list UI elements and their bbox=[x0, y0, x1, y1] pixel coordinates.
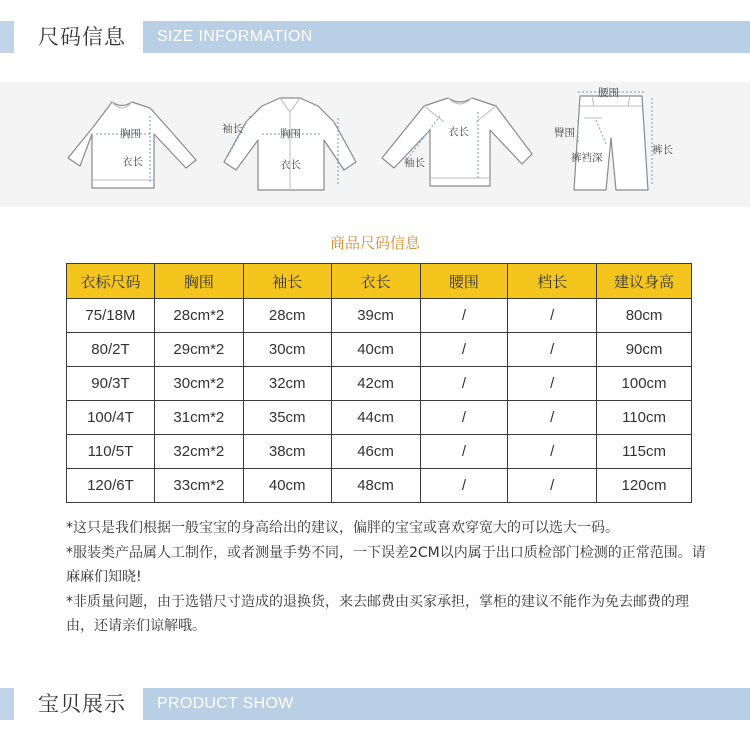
cell-chest: 32cm*2 bbox=[154, 435, 243, 469]
cell-length: 44cm bbox=[331, 401, 420, 435]
cell-sleeve: 35cm bbox=[243, 401, 331, 435]
label-length-2: 衣长 bbox=[280, 159, 301, 171]
cell-chest: 29cm*2 bbox=[154, 333, 243, 367]
cell-height: 90cm bbox=[597, 333, 692, 367]
table-row bbox=[67, 367, 692, 401]
cell-length: 46cm bbox=[331, 435, 420, 469]
cell-crotch: / bbox=[508, 367, 597, 401]
table-row bbox=[67, 401, 692, 435]
cell-sleeve: 38cm bbox=[243, 435, 331, 469]
raglan-diagram-icon bbox=[382, 98, 532, 186]
cell-tag-size: 100/4T bbox=[67, 401, 155, 435]
size-table-title: 商品尺码信息 bbox=[329, 234, 420, 252]
cell-waist: / bbox=[420, 367, 508, 401]
cell-height: 120cm bbox=[597, 469, 692, 503]
cell-tag-size: 110/5T bbox=[67, 435, 155, 469]
header-sleeve: 袖长 bbox=[243, 264, 331, 299]
pants-diagram-icon bbox=[574, 96, 648, 190]
header-length: 衣长 bbox=[331, 264, 420, 299]
cell-crotch: / bbox=[508, 333, 597, 367]
cell-tag-size: 90/3T bbox=[67, 367, 155, 401]
cell-waist: / bbox=[420, 333, 508, 367]
cell-sleeve: 30cm bbox=[243, 333, 331, 367]
table-row bbox=[67, 299, 692, 333]
table-row bbox=[67, 333, 692, 367]
cell-length: 48cm bbox=[331, 469, 420, 503]
cell-height: 110cm bbox=[597, 401, 692, 435]
size-information-title-en: SIZE INFORMATION bbox=[157, 28, 313, 45]
label-length-3: 衣长 bbox=[448, 126, 469, 138]
label-waist: 腰围 bbox=[598, 87, 619, 99]
product-show-title-en: PRODUCT SHOW bbox=[157, 695, 294, 712]
garment-diagrams bbox=[0, 82, 750, 207]
product-show-header bbox=[0, 688, 750, 720]
label-chest-2: 胸围 bbox=[280, 128, 301, 140]
cell-chest: 31cm*2 bbox=[154, 401, 243, 435]
table-row bbox=[67, 469, 692, 503]
size-information-header bbox=[0, 21, 750, 53]
header-accent-left bbox=[0, 688, 14, 720]
cell-height: 115cm bbox=[597, 435, 692, 469]
cell-crotch: / bbox=[508, 401, 597, 435]
cell-chest: 28cm*2 bbox=[154, 299, 243, 333]
note-return-policy: *非质量问题，由于选错尺寸造成的退换货，来去邮费由买家承担，掌柜的建议不能作为免去邮费的理由，还请亲们谅解哦。 bbox=[66, 593, 689, 634]
cell-height: 100cm bbox=[597, 367, 692, 401]
measurement-illustration bbox=[0, 82, 750, 207]
cell-sleeve: 40cm bbox=[243, 469, 331, 503]
note-sizing-advice: *这只是我们根据一般宝宝的身高给出的建议，偏胖的宝宝或喜欢穿宽大的可以选大一码。 bbox=[66, 520, 619, 536]
cell-tag-size: 75/18M bbox=[67, 299, 155, 333]
label-sleeve-2: 袖长 bbox=[222, 123, 243, 135]
cell-sleeve: 32cm bbox=[243, 367, 331, 401]
cell-sleeve: 28cm bbox=[243, 299, 331, 333]
size-information-title-cn: 尺码信息 bbox=[38, 25, 126, 49]
size-table bbox=[66, 263, 692, 503]
label-crotch: 裤裆深 bbox=[571, 152, 603, 164]
cell-waist: / bbox=[420, 469, 508, 503]
cell-waist: / bbox=[420, 435, 508, 469]
size-notes bbox=[66, 516, 716, 639]
header-height: 建议身高 bbox=[597, 264, 692, 299]
cell-length: 40cm bbox=[331, 333, 420, 367]
cell-length: 39cm bbox=[331, 299, 420, 333]
product-show-title-cn: 宝贝展示 bbox=[38, 692, 126, 716]
table-row bbox=[67, 435, 692, 469]
cell-waist: / bbox=[420, 401, 508, 435]
label-pants-length: 裤长 bbox=[652, 144, 673, 156]
label-hip: 臀围 bbox=[554, 127, 575, 139]
tee-diagram-icon bbox=[68, 102, 196, 188]
cell-height: 80cm bbox=[597, 299, 692, 333]
header-chest: 胸围 bbox=[154, 264, 243, 299]
header-accent-left bbox=[0, 21, 14, 53]
size-table-header-row bbox=[67, 264, 692, 299]
cell-tag-size: 80/2T bbox=[67, 333, 155, 367]
cell-chest: 33cm*2 bbox=[154, 469, 243, 503]
cell-waist: / bbox=[420, 299, 508, 333]
cell-chest: 30cm*2 bbox=[154, 367, 243, 401]
header-waist: 腰围 bbox=[420, 264, 508, 299]
header-accent-bar bbox=[143, 688, 750, 720]
label-sleeve-3: 袖长 bbox=[404, 157, 425, 169]
label-length-1: 衣长 bbox=[122, 156, 143, 168]
cell-tag-size: 120/6T bbox=[67, 469, 155, 503]
cell-length: 42cm bbox=[331, 367, 420, 401]
cell-crotch: / bbox=[508, 299, 597, 333]
note-measurement-error: *服装类产品属人工制作，或者测量手势不同，一下误差2CM以内属于出口质检部门检测的正常范围。请麻麻们知晓! bbox=[66, 544, 706, 585]
label-chest-1: 胸围 bbox=[120, 128, 141, 140]
cell-crotch: / bbox=[508, 435, 597, 469]
header-tag-size: 衣标尺码 bbox=[67, 264, 155, 299]
cell-crotch: / bbox=[508, 469, 597, 503]
header-crotch: 档长 bbox=[508, 264, 597, 299]
header-accent-bar bbox=[143, 21, 750, 53]
